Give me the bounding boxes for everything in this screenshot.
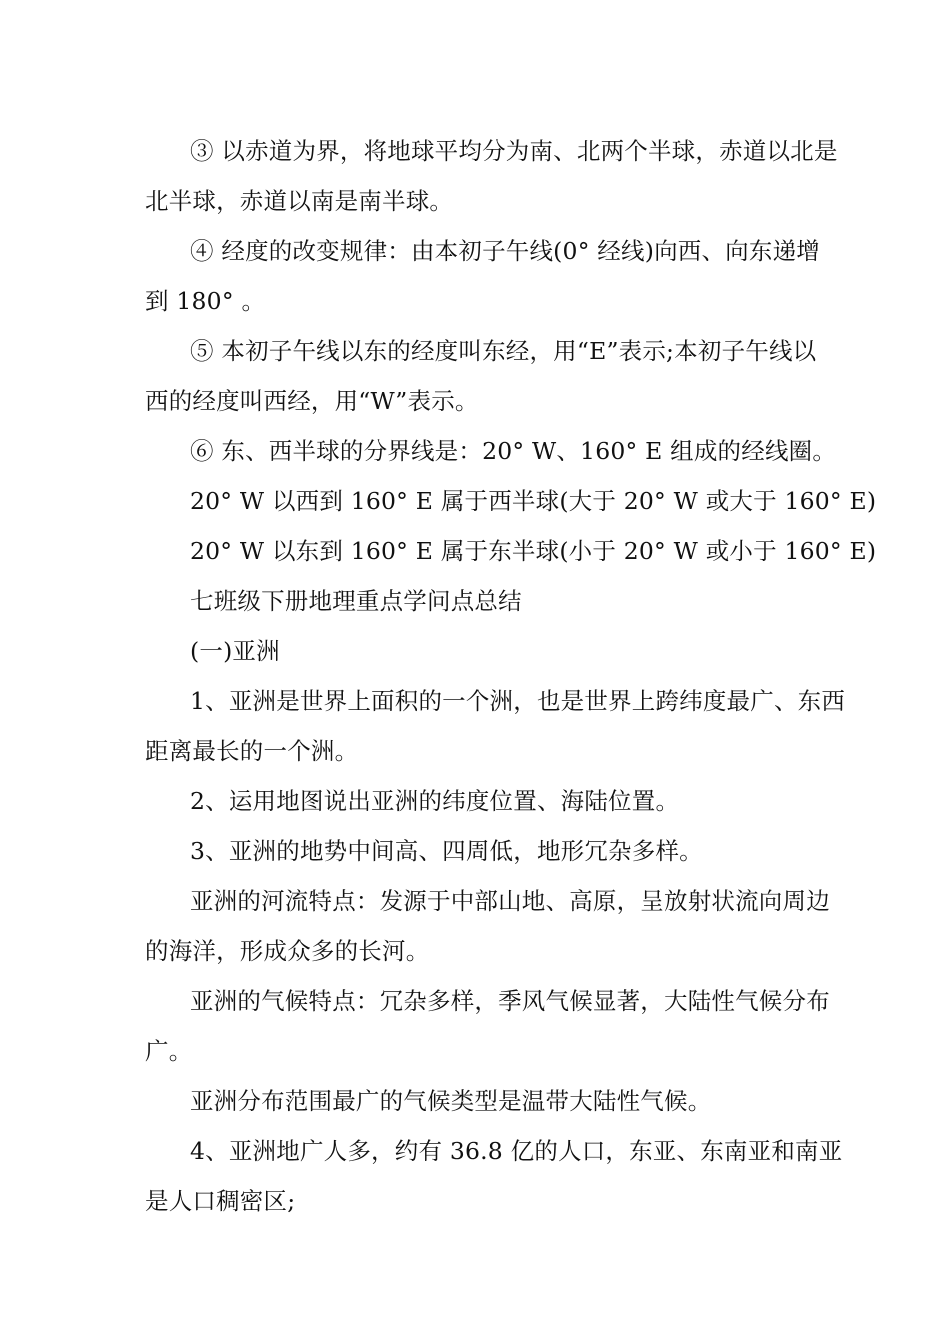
text-line-16: 亚洲的河流特点：发源于中部山地、高原，呈放射状流向周边 <box>190 887 830 915</box>
text-line-3: ④ 经度的改变规律：由本初子午线(0° 经线)向西、向东递增 <box>190 237 820 265</box>
text-line-15: 3、亚洲的地势中间高、四周低，地形冗杂多样。 <box>190 837 703 865</box>
subsection-heading: (一)亚洲 <box>190 637 280 665</box>
text-line-18: 亚洲的气候特点：冗杂多样，季风气候显著，大陆性气候分布 <box>190 987 830 1015</box>
section-heading: 七班级下册地理重点学问点总结 <box>190 587 522 615</box>
text-line-13: 距离最长的一个洲。 <box>145 737 359 765</box>
text-line-17: 的海洋，形成众多的长河。 <box>145 937 430 965</box>
text-line-5: ⑤ 本初子午线以东的经度叫东经，用“E”表示;本初子午线以 <box>190 337 817 365</box>
text-line-9: 20° W 以东到 160° E 属于东半球(小于 20° W 或小于 160° E) <box>190 537 877 565</box>
text-line-14: 2、运用地图说出亚洲的纬度位置、海陆位置。 <box>190 787 680 815</box>
text-line-7: ⑥ 东、西半球的分界线是：20° W、160° E 组成的经线圈。 <box>190 437 837 465</box>
text-line-21: 4、亚洲地广人多，约有 36.8 亿的人口，东亚、东南亚和南亚 <box>190 1137 843 1165</box>
text-line-19: 广。 <box>145 1037 193 1065</box>
text-line-12: 1、亚洲是世界上面积的一个洲，也是世界上跨纬度最广、东西 <box>190 687 846 715</box>
text-line-1: ③ 以赤道为界，将地球平均分为南、北两个半球，赤道以北是 <box>190 137 838 165</box>
text-line-6: 西的经度叫西经，用“W”表示。 <box>145 387 479 415</box>
text-line-20: 亚洲分布范围最广的气候类型是温带大陆性气候。 <box>190 1087 712 1115</box>
text-line-22: 是人口稠密区; <box>145 1187 296 1215</box>
text-line-4: 到 180° 。 <box>145 287 266 315</box>
text-line-2: 北半球，赤道以南是南半球。 <box>145 187 454 215</box>
text-line-8: 20° W 以西到 160° E 属于西半球(大于 20° W 或大于 160° E) <box>190 487 877 515</box>
